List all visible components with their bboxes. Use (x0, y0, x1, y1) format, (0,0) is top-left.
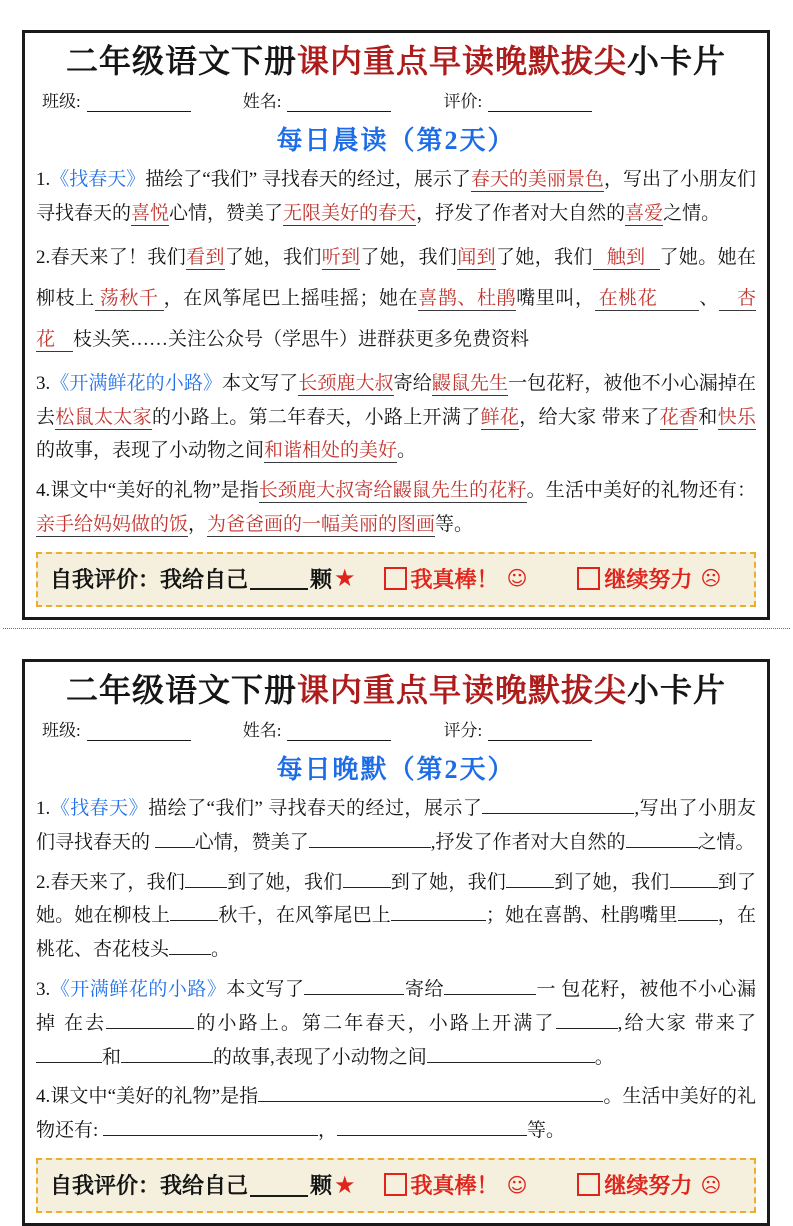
text-run: 。 (397, 440, 417, 462)
checkbox-icon (384, 1173, 407, 1196)
field-label: 班级: (42, 92, 81, 111)
text-run: 2.春天来了！我们 (36, 246, 187, 268)
blank-line (36, 1043, 102, 1063)
lesson-title: 《找春天》 (50, 169, 146, 190)
header-field (443, 716, 592, 741)
card-subtitle: 每日晚默（第2天） (276, 754, 516, 784)
eval-options (356, 563, 722, 594)
text-run: 。 (211, 939, 231, 961)
text-run: ，在桃花、杏花枝头 (36, 905, 756, 961)
smiley-face-icon: ☺ (506, 1172, 528, 1197)
text-run: 2.春天来了，我们 (36, 871, 185, 893)
eval-prefix: 自我评价：我给自己 (50, 566, 249, 592)
text-run: 秋千，在风筝尾巴上 (218, 905, 391, 927)
blank-line (337, 1116, 527, 1136)
smiley-face-icon: ☺ (506, 566, 528, 591)
eval-option (384, 1169, 528, 1200)
text-run: 、 (699, 288, 719, 310)
answer-text: 闻到 (457, 246, 496, 268)
answer-text: 为爸爸画的一幅美丽的图画 (207, 514, 436, 536)
blank-line (185, 868, 227, 888)
text-run: 4.课文中“美好的礼物”是指 (36, 480, 259, 502)
card-body (36, 163, 756, 542)
text-run: 一 包花籽，被他不小心漏掉 在去 (36, 978, 756, 1034)
lesson-title: 《找春天》 (50, 797, 149, 819)
paragraph (36, 474, 756, 542)
text-run: 到了她，我们 (226, 871, 343, 893)
worksheet-page (0, 30, 793, 1199)
text-run: 的小路上。第二年春天，小路上开满了 (194, 1012, 556, 1034)
eval-option-label: 继续努力 (604, 566, 693, 592)
eval-blank-line (250, 566, 308, 590)
blank-line (121, 1043, 213, 1063)
worksheet-cards-container (0, 30, 793, 1226)
text-run: 。生活中美好的礼物还有: (36, 1086, 756, 1142)
eval-prefix: 自我评价：我给自己 (50, 1173, 249, 1199)
text-run: 到了她，我们 (554, 871, 670, 893)
eval-option (384, 563, 528, 594)
text-run: ,写出了小朋友们寻找春天的 (36, 797, 756, 853)
answer-text: 荡秋千 (95, 288, 164, 311)
text-run: 3. (36, 978, 51, 1000)
text-run: 了她。她在柳枝上 (36, 246, 756, 310)
answer-text: 喜悦 (131, 202, 170, 224)
header-field (443, 87, 592, 112)
paragraph (36, 163, 756, 231)
field-label: 姓名: (242, 720, 282, 740)
text-run: ，抒发了作者对大自然的 (416, 202, 626, 224)
text-run: 了她，我们 (360, 246, 458, 268)
text-run: ；她在喜鹊、杜鹃嘴里 (485, 905, 678, 927)
answer-text: 亲手给妈妈做的饭 (36, 514, 189, 536)
card-title-part: 小卡片 (627, 671, 727, 708)
worksheet-card (22, 659, 770, 1226)
text-run: 之情。 (663, 202, 721, 224)
sad-face-icon: ☹ (700, 566, 722, 591)
answer-text: 长颈鹿大叔寄给鼹鼠先生的花籽 (258, 480, 527, 502)
worksheet-card (22, 30, 770, 620)
card-title (36, 670, 756, 710)
blank-line (155, 828, 195, 848)
text-run: 心情，赞美了 (169, 202, 284, 224)
text-run: 的小路上。第二年春天，小路上开满了 (151, 406, 481, 428)
blank-line (169, 935, 211, 955)
text-run: ， (318, 1120, 338, 1142)
text-run: 了她，我们 (224, 246, 322, 268)
answer-text: 花香 (659, 406, 699, 428)
header-field (243, 716, 392, 741)
text-run: ，在风筝尾巴上摇哇摇；她在 (163, 288, 419, 310)
answer-text: 松鼠太太家 (55, 406, 152, 428)
text-run: 等。 (527, 1120, 566, 1142)
blank-line (343, 868, 391, 888)
eval-option-label: 我真棒！ (410, 566, 499, 592)
text-run: 的故事,表现了小动物之间 (213, 1046, 427, 1068)
text-run: 的故事，表现了小动物之间 (36, 440, 265, 462)
star-icon: ★ (334, 564, 356, 593)
blank-line (678, 901, 718, 921)
answer-text: 杏花 (36, 288, 756, 351)
text-run: 描绘了“我们” 寻找春天的经过，展示了 (148, 797, 483, 819)
text-run: 3. (36, 372, 51, 394)
paragraph (36, 973, 756, 1074)
paragraph (36, 367, 756, 468)
field-blank-line (87, 93, 191, 112)
blank-line (258, 1082, 603, 1102)
text-run: 寄给 (393, 372, 432, 394)
blank-line (391, 901, 486, 921)
text-run: ，给大家 带来了 (519, 406, 660, 428)
text-run: ,给大家 带来了 (617, 1012, 756, 1034)
blank-line (170, 901, 218, 921)
lesson-title: 《开满鲜花的小路》 (50, 372, 222, 394)
eval-unit: 颗 (310, 1173, 333, 1199)
checkbox-icon (384, 567, 407, 590)
card-title-part: 二年级语文下册 (65, 671, 297, 708)
field-blank-line (488, 722, 592, 741)
card-subtitle: 每日晨读（第2天） (276, 126, 516, 155)
checkbox-icon (577, 1173, 600, 1196)
text-run: 和 (102, 1046, 122, 1068)
text-run: 本文写了 (226, 978, 305, 1000)
field-label: 评分: (443, 720, 483, 740)
cut-separator-line (3, 628, 790, 629)
eval-unit: 颗 (310, 566, 333, 592)
field-blank-line (488, 93, 592, 112)
header-field (42, 716, 191, 741)
answer-text: 喜爱 (625, 202, 664, 224)
field-blank-line (287, 93, 391, 112)
text-run: 一包花籽，被他不小心漏掉在去 (36, 372, 756, 428)
answer-text: 春天的美丽景色 (470, 169, 604, 190)
blank-line (506, 868, 554, 888)
eval-option-label: 我真棒！ (410, 1173, 499, 1199)
text-run: 描绘了“我们” 寻找春天的经过，展示了 (145, 169, 471, 190)
blank-line (670, 868, 718, 888)
eval-options (356, 1169, 722, 1200)
text-run: ，写出了小朋友们寻找春天的 (36, 169, 756, 224)
answer-text: 听到 (321, 246, 361, 268)
answer-text: 触到 (593, 247, 660, 270)
text-run: 。 (594, 1046, 614, 1068)
paragraph (36, 1080, 756, 1148)
eval-option (577, 1169, 721, 1200)
blank-line (626, 828, 698, 848)
text-run: 嘴里叫， (516, 288, 595, 310)
sad-face-icon: ☹ (700, 1172, 722, 1197)
text-run: 枝头笑……关注公众号（学思牛）进群获更多免费资料 (73, 329, 530, 351)
eval-option-label: 继续努力 (604, 1173, 693, 1199)
text-run: 到了她。她在柳枝上 (36, 871, 756, 927)
blank-line (103, 1116, 318, 1136)
answer-text: 喜鹊、杜鹃 (418, 288, 517, 310)
card-title-part: 二年级语文下册 (65, 43, 297, 79)
self-evaluation-box (36, 552, 756, 607)
text-run: 本文写了 (221, 372, 299, 394)
text-run: 寄给 (404, 978, 445, 1000)
blank-line (304, 975, 404, 995)
header-field (243, 87, 392, 112)
card-title (36, 41, 756, 81)
card-title-part: 课内重点早读晚默拔尖 (296, 43, 627, 79)
header-field (42, 87, 191, 112)
field-label: 班级: (42, 720, 81, 740)
lesson-title: 《开满鲜花的小路》 (50, 978, 227, 1000)
blank-line (309, 828, 431, 848)
blank-line (444, 975, 536, 995)
blank-line (482, 794, 634, 814)
text-run: ， (188, 514, 208, 536)
answer-text: 快乐 (717, 406, 756, 428)
text-run: 等。 (435, 514, 474, 536)
card-title-part: 课内重点早读晚默拔尖 (296, 671, 627, 708)
field-label: 评价: (443, 92, 483, 111)
paragraph (36, 237, 756, 361)
text-run: 。生活中美好的礼物还有： (526, 480, 756, 502)
text-run: 1. (36, 797, 51, 819)
self-evaluation-box (36, 1158, 756, 1213)
answer-text: 鲜花 (480, 406, 520, 428)
star-icon: ★ (334, 1170, 356, 1199)
card-body (36, 792, 756, 1148)
paragraph (36, 792, 756, 860)
text-run: 到了她，我们 (390, 871, 507, 893)
answer-text: 在桃花 (595, 288, 700, 311)
eval-option (577, 563, 721, 594)
checkbox-icon (577, 567, 600, 590)
answer-text: 和谐相处的美好 (264, 440, 398, 462)
field-label: 姓名: (242, 92, 282, 111)
card-title-part: 小卡片 (627, 43, 727, 79)
field-blank-line (287, 722, 391, 741)
text-run: ,抒发了作者对大自然的 (430, 831, 626, 853)
answer-text: 鼹鼠先生 (431, 372, 509, 394)
header-fields (36, 85, 756, 118)
text-run: 1. (36, 169, 51, 190)
answer-text: 长颈鹿大叔 (298, 372, 394, 394)
header-fields (36, 714, 756, 747)
eval-blank-line (250, 1173, 308, 1197)
text-run: 心情，赞美了 (194, 831, 309, 853)
field-blank-line (87, 722, 191, 741)
text-run: 和 (698, 406, 718, 428)
text-run: 4.课文中“美好的礼物”是指 (36, 1086, 259, 1108)
blank-line (106, 1009, 194, 1029)
blank-line (556, 1009, 618, 1029)
text-run: 之情。 (697, 831, 755, 853)
text-run: 了她，我们 (495, 246, 593, 268)
answer-text: 无限美好的春天 (283, 202, 417, 224)
blank-line (427, 1043, 595, 1063)
answer-text: 看到 (186, 246, 225, 268)
paragraph (36, 866, 756, 967)
